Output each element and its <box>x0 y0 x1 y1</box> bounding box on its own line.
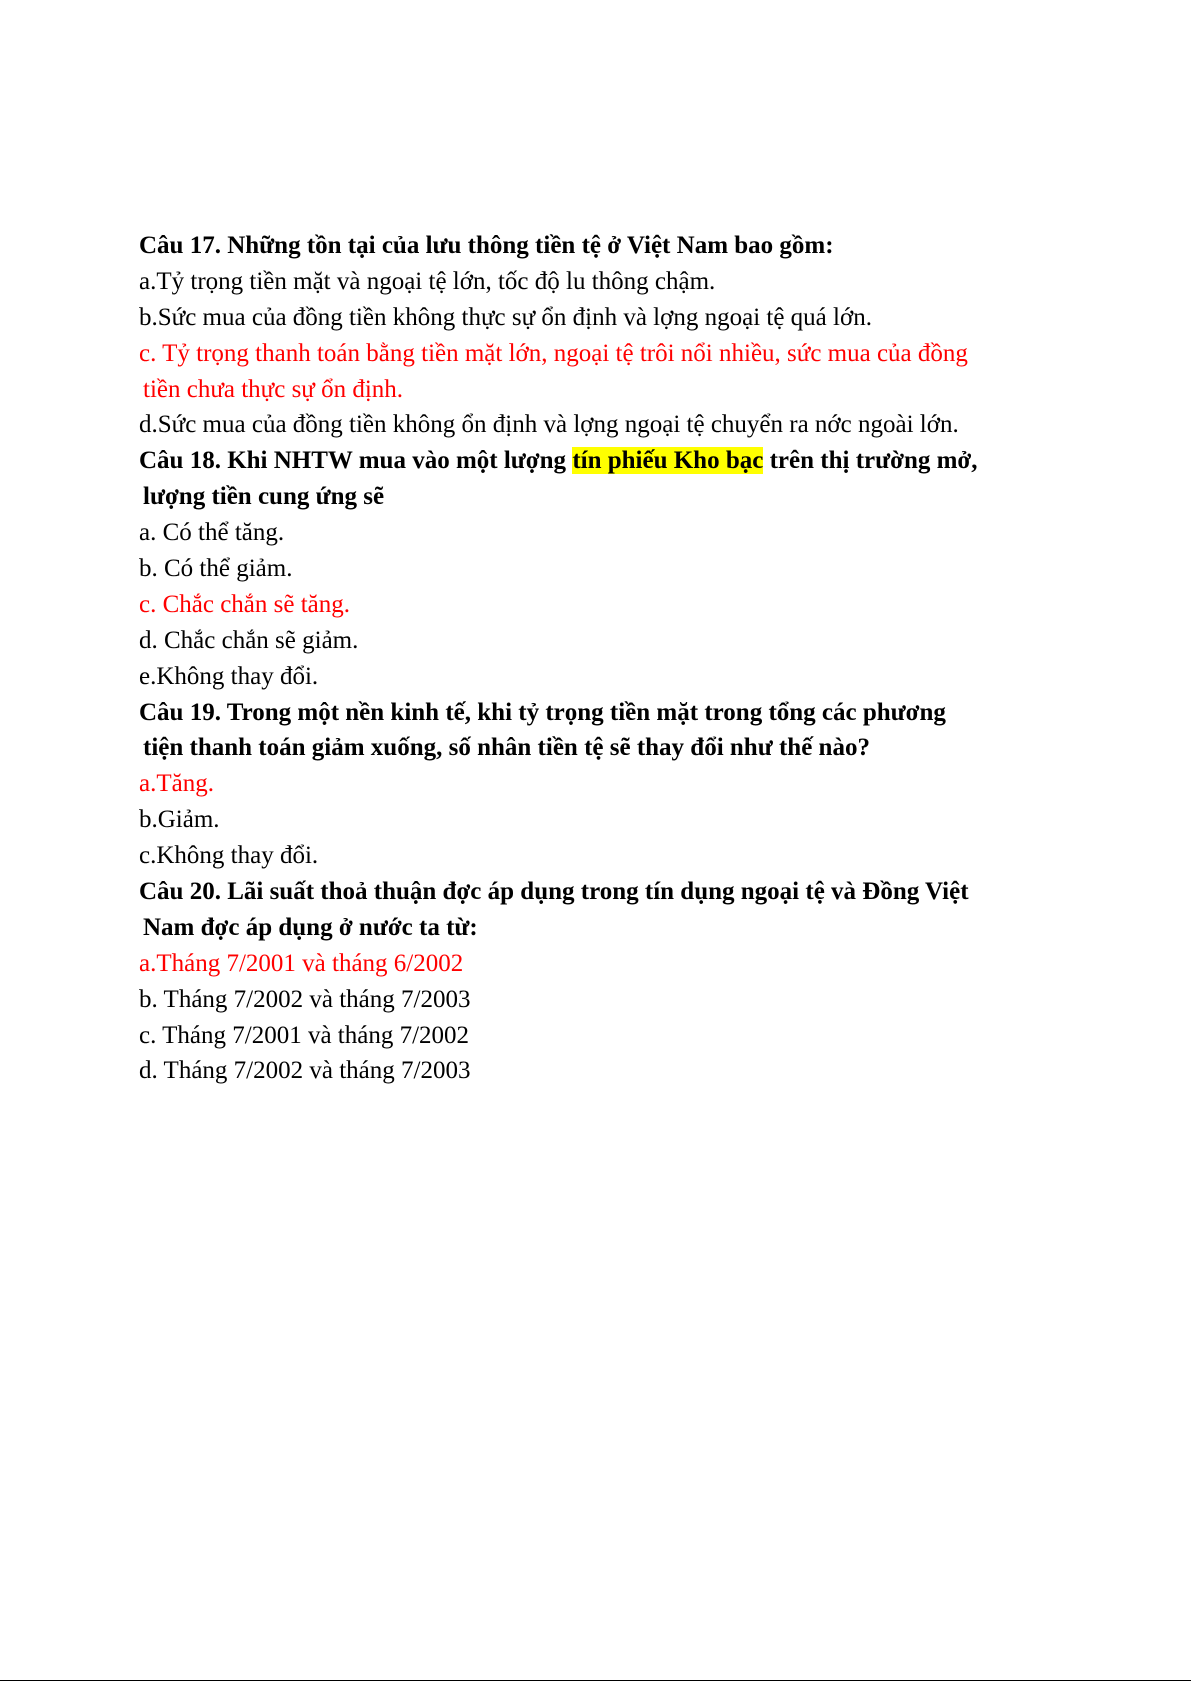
question-20-option-d: d. Tháng 7/2002 và tháng 7/2003 <box>139 1057 471 1085</box>
question-19-option-b: b.Giảm. <box>139 806 220 834</box>
question-19-option-c: c.Không thay đổi. <box>139 842 319 870</box>
question-17-option-a: a.Tỷ trọng tiền mặt và ngoại tệ lớn, tốc độ lu thông chậm. <box>139 267 716 295</box>
question-17-option-c-continued: tiền chưa thực sự ổn định. <box>143 375 404 403</box>
question-18-option-c-correct: c. Chắc chắn sẽ tăng. <box>139 590 351 618</box>
question-17-title: Câu 17. Những tồn tại của lưu thông tiền tệ ở Việt Nam bao gồm: <box>139 232 834 259</box>
highlighted-term: tín phiếu Kho bạc <box>572 447 764 475</box>
question-18-title-end: trên thị trường mở, <box>763 447 978 475</box>
question-17-option-d: d.Sức mua của đồng tiền không ổn định và lợng ngoại tệ chuyển ra nớc ngoài lớn. <box>139 411 959 439</box>
page-bottom-rule <box>0 1680 1191 1681</box>
question-20-option-c: c. Tháng 7/2001 và tháng 7/2002 <box>139 1021 470 1049</box>
question-18-title-start: Câu 18. Khi NHTW mua vào một lượng <box>139 447 573 475</box>
question-19-title-continued: tiện thanh toán giảm xuống, số nhân tiền tệ sẽ thay đổi như thế nào? <box>143 734 870 762</box>
question-19-title: Câu 19. Trong một nền kinh tế, khi tỷ trọng tiền mặt trong tổng các phương <box>139 698 946 726</box>
question-17-option-c-correct: c. Tỷ trọng thanh toán bằng tiền mặt lớn, ngoại tệ trôi nổi nhiều, sức mua của đồng <box>139 339 968 367</box>
question-20-option-b: b. Tháng 7/2002 và tháng 7/2003 <box>139 985 471 1013</box>
question-18-option-b: b. Có thể giảm. <box>139 555 293 583</box>
question-18-option-a: a. Có thể tăng. <box>139 519 285 547</box>
question-20-title-continued: Nam đợc áp dụng ở nước ta từ: <box>143 913 478 941</box>
question-19-option-a-correct: a.Tăng. <box>139 770 214 798</box>
question-18-title <box>139 443 1069 479</box>
question-18-option-d: d. Chắc chắn sẽ giảm. <box>139 626 359 654</box>
question-20-option-a-correct: a.Tháng 7/2001 và tháng 6/2002 <box>139 949 464 977</box>
question-list <box>139 228 1069 1089</box>
question-17-option-b: b.Sức mua của đồng tiền không thực sự ổn định và lợng ngoại tệ quá lớn. <box>139 303 872 331</box>
question-18-title-continued: lượng tiền cung ứng sẽ <box>143 483 385 511</box>
question-20-title: Câu 20. Lãi suất thoả thuận đợc áp dụng trong tín dụng ngoại tệ và Đồng Việt <box>139 878 969 906</box>
question-18-option-e: e.Không thay đổi. <box>139 662 319 690</box>
